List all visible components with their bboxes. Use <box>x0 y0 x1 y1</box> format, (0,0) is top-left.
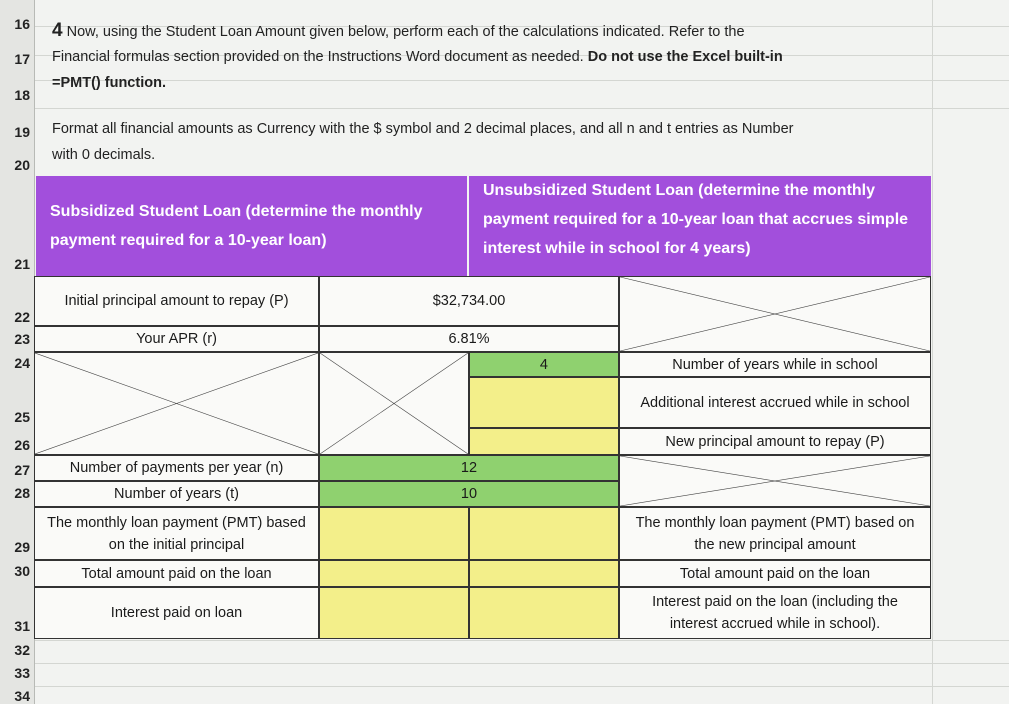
years-in-school-value[interactable]: 4 <box>469 352 619 377</box>
format-instruction: Format all financial amounts as Currency with the $ symbol and 2 decimal places, and all n and t entries as Number <box>52 121 794 137</box>
row-number[interactable]: 19 <box>14 124 30 140</box>
step-number: 4 <box>52 20 63 41</box>
row-number[interactable]: 23 <box>14 331 30 347</box>
row-number[interactable]: 17 <box>14 51 30 67</box>
row-number[interactable]: 24 <box>14 355 30 371</box>
instruction-bold: Do not use the Excel built-in <box>587 49 783 65</box>
cross-icon <box>620 277 930 351</box>
total-paid-right-label: Total amount paid on the loan <box>619 560 931 587</box>
total-paid-label: Total amount paid on the loan <box>34 560 319 587</box>
additional-interest-label: Additional interest accrued while in school <box>619 377 931 428</box>
row-number[interactable]: 21 <box>14 256 30 272</box>
row-number[interactable]: 20 <box>14 157 30 173</box>
payments-per-year-value[interactable]: 12 <box>319 455 619 481</box>
row-number[interactable]: 26 <box>14 437 30 453</box>
crossed-out-cell <box>34 352 319 455</box>
row-gridline <box>34 108 1009 109</box>
monthly-payment-new-label: The monthly loan payment (PMT) based on the new principal amount <box>619 507 931 560</box>
additional-interest-input[interactable] <box>469 377 619 428</box>
row-number[interactable]: 29 <box>14 539 30 555</box>
subsidized-pmt-input[interactable] <box>319 507 469 560</box>
years-in-school-label: Number of years while in school <box>619 352 931 377</box>
unsubsidized-interest-input[interactable] <box>469 587 619 639</box>
payments-per-year-label: Number of payments per year (n) <box>34 455 319 481</box>
cross-icon <box>320 353 468 454</box>
cross-icon <box>35 353 318 454</box>
row-number[interactable]: 31 <box>14 618 30 634</box>
row-gridline <box>34 686 1009 687</box>
new-principal-label: New principal amount to repay (P) <box>619 428 931 455</box>
subsidized-total-input[interactable] <box>319 560 469 587</box>
row-number[interactable]: 25 <box>14 409 30 425</box>
instruction-line <box>52 46 783 69</box>
row-number[interactable]: 28 <box>14 485 30 501</box>
unsubsidized-total-input[interactable] <box>469 560 619 587</box>
cross-icon <box>620 456 930 506</box>
unsubsidized-header[interactable]: Unsubsidized Student Loan (determine the monthly payment required for a 10-year loan that accrues simple interest while in school for 4 years) <box>469 176 931 276</box>
row-gridline <box>34 663 1009 664</box>
years-value[interactable]: 10 <box>319 481 619 507</box>
instruction-line <box>52 19 745 44</box>
format-instruction: with 0 decimals. <box>52 147 156 163</box>
principal-value[interactable]: $32,734.00 <box>319 276 619 326</box>
principal-label: Initial principal amount to repay (P) <box>34 276 319 326</box>
crossed-out-cell <box>619 276 931 352</box>
row-gridline <box>34 80 1009 81</box>
row-number[interactable]: 22 <box>14 309 30 325</box>
column-gridline <box>932 0 933 704</box>
interest-paid-label: Interest paid on loan <box>34 587 319 639</box>
row-header-column <box>0 0 35 704</box>
row-number[interactable]: 18 <box>14 87 30 103</box>
row-number[interactable]: 27 <box>14 462 30 478</box>
new-principal-input[interactable] <box>469 428 619 455</box>
row-number[interactable]: 34 <box>14 688 30 704</box>
interest-paid-right-label: Interest paid on the loan (including the interest accrued while in school). <box>619 587 931 639</box>
crossed-out-cell <box>619 455 931 507</box>
apr-label: Your APR (r) <box>34 326 319 352</box>
monthly-payment-label: The monthly loan payment (PMT) based on the initial principal <box>34 507 319 560</box>
row-number[interactable]: 32 <box>14 642 30 658</box>
instruction-text: Now, using the Student Loan Amount given below, perform each of the calculations indicated. Refer to the <box>66 24 745 40</box>
row-number[interactable]: 30 <box>14 563 30 579</box>
instruction-bold: =PMT() function. <box>52 75 166 91</box>
row-number[interactable]: 33 <box>14 665 30 681</box>
crossed-out-cell <box>319 352 469 455</box>
row-gridline <box>34 640 1009 641</box>
instruction-text: Financial formulas section provided on the Instructions Word document as needed. <box>52 49 588 65</box>
subsidized-interest-input[interactable] <box>319 587 469 639</box>
subsidized-header[interactable]: Subsidized Student Loan (determine the monthly payment required for a 10-year loan) <box>36 176 467 276</box>
years-label: Number of years (t) <box>34 481 319 507</box>
unsubsidized-pmt-input[interactable] <box>469 507 619 560</box>
row-number[interactable]: 16 <box>14 16 30 32</box>
apr-value[interactable]: 6.81% <box>319 326 619 352</box>
